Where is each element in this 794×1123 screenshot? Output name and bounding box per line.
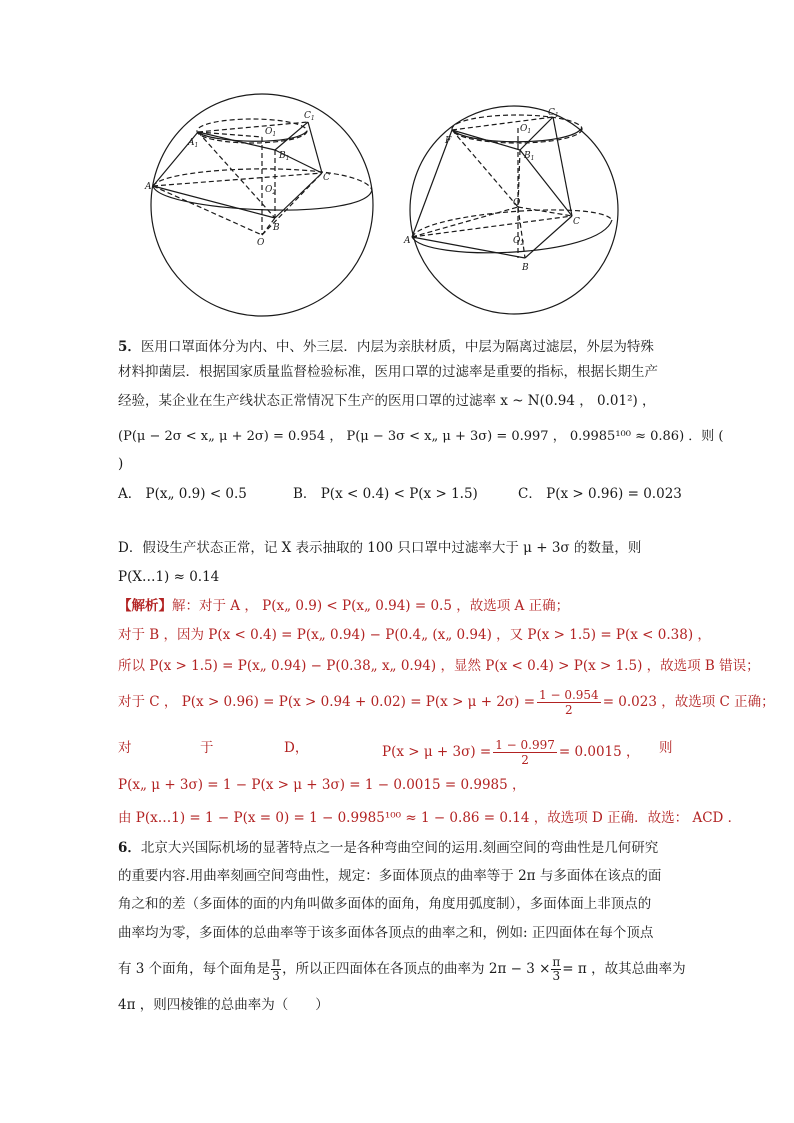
solution-line3: 所以 P(x > 1.5) = P(x„ 0.94) − P(0.38„ x„ 0.94) ，显然 P(x < 0.4) > P(x > 1.5) ，故选项 B 错误； [118,658,760,674]
q5-line5: ) [118,456,124,472]
geometry-figures [0,0,794,330]
solution-line1: 【解析】解：对于 A ， P(x„ 0.9) < P(x„ 0.94) = 0.5 ，故选项 A 正确； [118,598,570,614]
left-label-B1: $B_1$ [279,151,290,162]
solution-line7: 由 P(x…1) = 1 − P(x = 0) = 1 − 0.9985¹⁰⁰ ≈ 1 − 0.86 = 0.14 ，故选项 D 正确．故选： ACD ． [118,810,742,826]
q5-line1: 5．医用口罩面体分为内、中、外三层．内层为亲肤材质，中层为隔离过滤层，外层为特殊 [118,339,654,355]
solution-line5-a: 对 [118,740,132,756]
left-sphere-figure [151,94,373,316]
solution-line2: 对于 B ，因为 P(x < 0.4) = P(x„ 0.94) − P(0.4„ (x„ 0.94) ，又 P(x > 1.5) = P(x < 0.38) ， [118,627,711,643]
right-label-B: B [522,263,529,273]
right-label-B1: $B_1$ [524,151,535,162]
solution-line5-d: P(x > μ + 3σ) = $\frac{1 - 0.997}{2}$ = 0.0015 ， [382,738,640,767]
right-label-F: F [445,136,452,146]
option-B[interactable]: B． P(x < 0.4) < P(x > 1.5) [293,486,478,502]
q5-line2: 材料抑菌层．根据国家质量监督检验标准，医用口罩的过滤率是重要的指标，根据长期生产 [118,364,658,380]
right-label-O: O [513,198,521,208]
solution-tag: 【解析】 [118,598,172,614]
solution-line5-b: 于 [200,740,214,756]
right-sphere-figure [410,106,618,314]
q6-number: 6． [118,840,141,856]
solution-line6: P(x„ μ + 3σ) = 1 − P(x > μ + 3σ) = 1 − 0.0015 = 0.9985 ， [118,777,526,793]
q6-line6: 4π ，则四棱锥的总曲率为（ ） [118,997,329,1013]
left-label-A1: $A_1$ [188,138,199,149]
solution-line5-f: 则 [659,740,673,756]
left-label-O2: $O_2$ [265,185,277,196]
right-label-A: A [404,236,411,246]
q6-line3: 角之和的差（多面体的面的内角叫做多面体的面角，角度用弧度制），多面体面上非顶点的 [118,896,652,912]
q6-line1: 6．北京大兴国际机场的显著特点之一是各种弯曲空间的运用.刻画空间的弯曲性是几何研究 [118,840,659,856]
q6-line2: 的重要内容.用曲率刻画空间弯曲性，规定：多面体顶点的曲率等于 2π 与多面体在该点的面 [118,868,662,884]
left-label-C: C [323,173,330,183]
q5-line4: (P(μ − 2σ < x„ μ + 2σ) = 0.954 ， P(μ − 3σ < x„ μ + 3σ) = 0.997 ， 0.9985¹⁰⁰ ≈ 0.86) ．则 ( [118,429,724,444]
option-C[interactable]: C． P(x > 0.96) = 0.023 [518,486,682,502]
left-label-O1: $O_1$ [265,127,277,138]
solution-line4: 对于 C ， P(x > 0.96) = P(x > 0.94 + 0.02) = P(x > μ + 2σ) = $\frac{1 - 0.954}{2}$ = 0.023 ，故选项 C 正确； [118,688,775,717]
left-label-C1: $C_1$ [304,111,315,122]
option-D[interactable]: D．假设生产状态正常，记 X 表示抽取的 100 只口罩中过滤率大于 μ + 3σ 的数量，则 [118,540,642,556]
q6-line4: 曲率均为零，多面体的总曲率等于该多面体各顶点的曲率之和，例如: 正四面体在每个顶点 [118,925,654,941]
option-A[interactable]: A． P(x„ 0.9) < 0.5 [118,486,247,502]
left-label-A: A [145,182,152,192]
right-label-O2: $O_2$ [513,236,525,247]
right-label-O1: $O_1$ [520,124,532,135]
q5-number: 5． [118,339,141,355]
left-label-O: O [257,238,265,248]
option-D-line2: P(X…1) ≈ 0.14 [118,569,220,585]
left-label-B: B [273,223,280,233]
right-label-C: C [573,217,580,227]
solution-line5-c: D， [284,740,309,756]
right-label-C1: $C_1$ [548,108,559,119]
q6-line5: 有 3 个面角，每个面角是 $\frac{\pi}{3}$ ，所以正四面体在各顶点的曲率为 2π − 3 × $\frac{\pi}{3}$ = π ，故其总曲率为 [118,955,686,983]
q5-line3: 经验，某企业在生产线状态正常情况下生产的医用口罩的过滤率 x ~ N(0.94 ， 0.01²) ， [118,393,656,409]
